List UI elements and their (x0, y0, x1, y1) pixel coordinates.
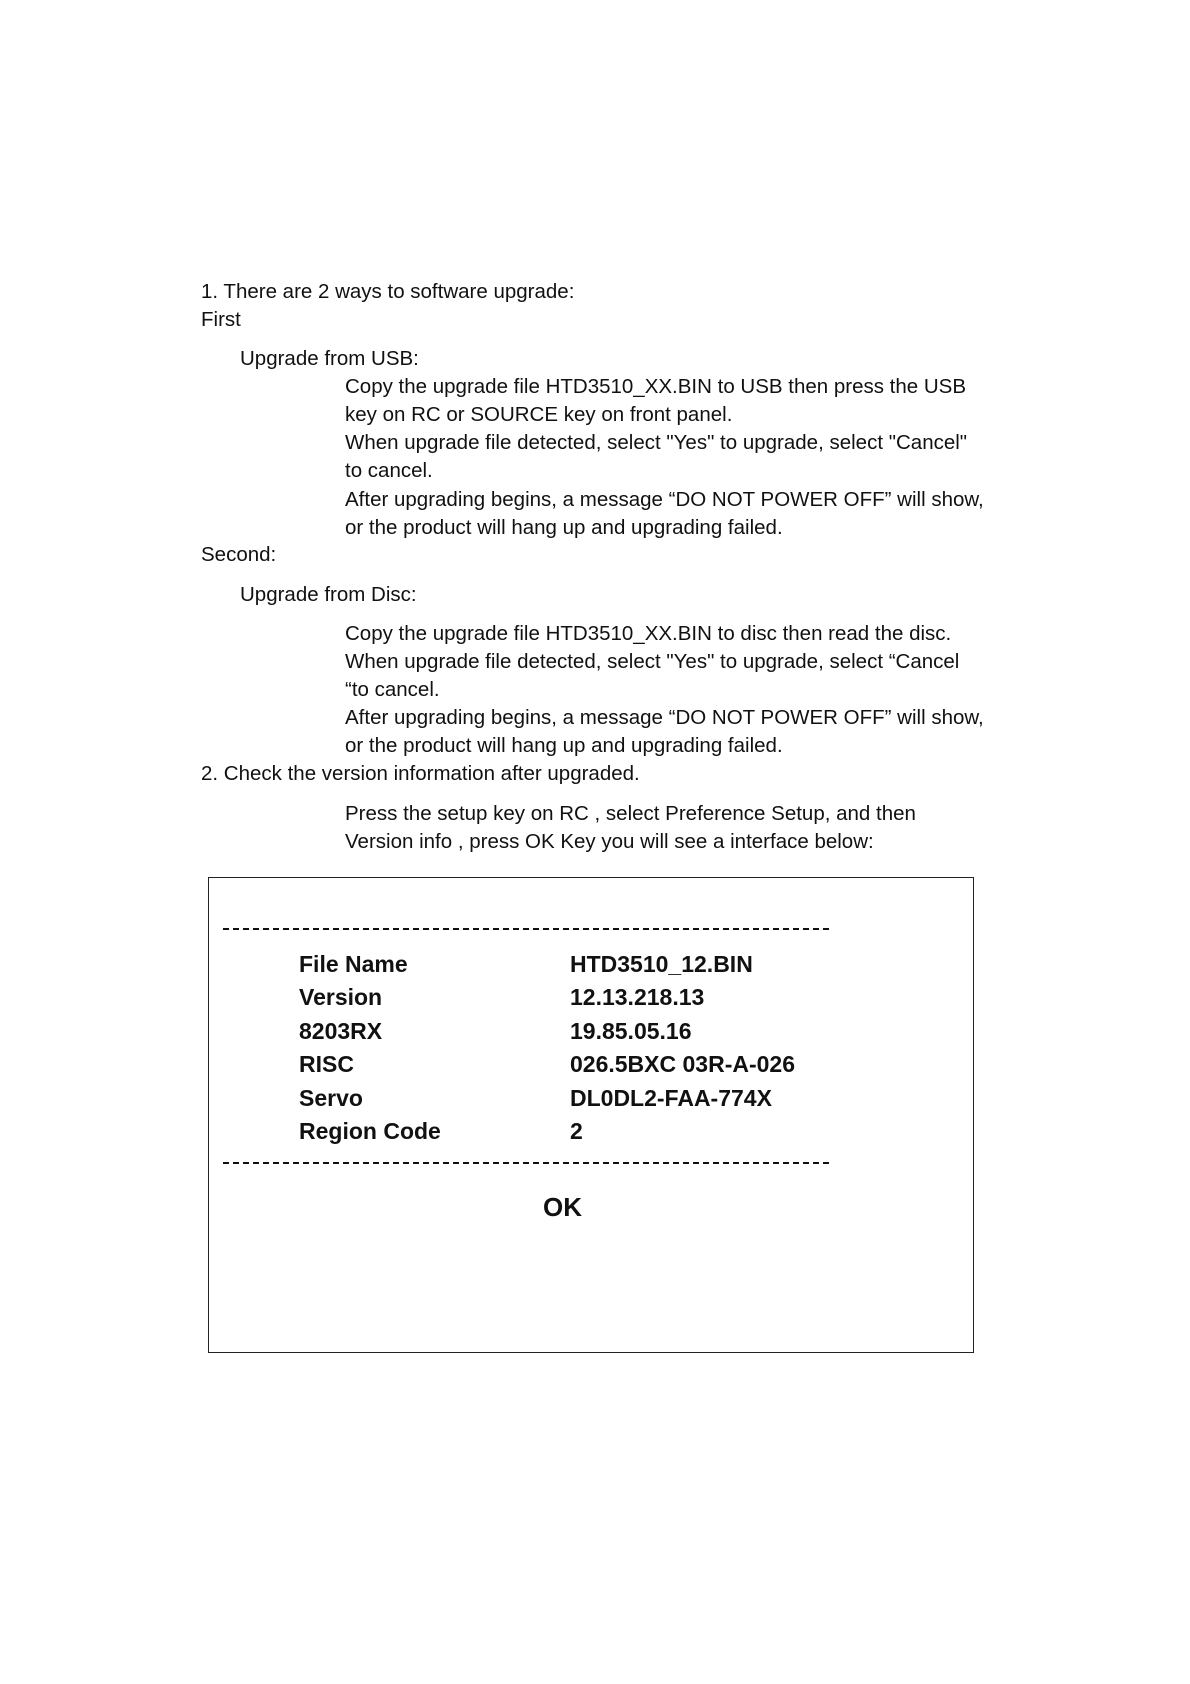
divider-top (223, 928, 829, 930)
version-instruction-line: Version info , press OK Key you will see a interface below: (345, 830, 874, 853)
method-second-label: Second: (201, 543, 277, 566)
info-label: 8203RX (299, 1018, 383, 1044)
info-value: 19.85.05.16 (570, 1018, 692, 1044)
info-value: 2 (570, 1118, 583, 1144)
usb-instruction-line: When upgrade file detected, select "Yes" to upgrade, select "Cancel" (345, 431, 968, 454)
usb-instruction-line: to cancel. (345, 459, 433, 482)
info-row-version (209, 981, 969, 1013)
usb-instruction-line: key on RC or SOURCE key on front panel. (345, 403, 733, 426)
usb-upgrade-heading: Upgrade from USB: (240, 347, 419, 370)
disc-instruction-line: “to cancel. (345, 678, 440, 701)
usb-instruction-line: After upgrading begins, a message “DO NOT POWER OFF” will show, (345, 488, 984, 511)
info-value: HTD3510_12.BIN (570, 951, 753, 977)
info-row-region-code (209, 1115, 969, 1147)
version-instruction-line: Press the setup key on RC , select Preference Setup, and then (345, 802, 916, 825)
disc-instruction-line: Copy the upgrade file HTD3510_XX.BIN to disc then read the disc. (345, 622, 952, 645)
info-label: Region Code (299, 1118, 441, 1144)
divider-bottom (223, 1162, 829, 1164)
disc-instruction-line: After upgrading begins, a message “DO NOT POWER OFF” will show, (345, 706, 984, 729)
ok-button[interactable]: OK (543, 1192, 582, 1222)
usb-instruction-line: or the product will hang up and upgrading failed. (345, 516, 783, 539)
info-row-8203rx (209, 1015, 969, 1047)
info-label: RISC (299, 1051, 354, 1077)
info-label: File Name (299, 951, 408, 977)
info-label: Servo (299, 1085, 363, 1111)
version-info-panel (208, 877, 974, 1353)
info-row-file-name (209, 948, 969, 980)
disc-instruction-line: or the product will hang up and upgrading failed. (345, 734, 783, 757)
info-row-servo (209, 1082, 969, 1114)
info-value: DL0DL2-FAA-774X (570, 1085, 772, 1111)
step-2-heading: 2. Check the version information after upgraded. (201, 762, 640, 785)
step-1-heading: 1. There are 2 ways to software upgrade: (201, 280, 575, 303)
info-row-risc (209, 1048, 969, 1080)
method-first-label: First (201, 308, 241, 331)
disc-upgrade-heading: Upgrade from Disc: (240, 583, 417, 606)
info-value: 026.5BXC 03R-A-026 (570, 1051, 796, 1077)
usb-instruction-line: Copy the upgrade file HTD3510_XX.BIN to USB then press the USB (345, 375, 967, 398)
info-value: 12.13.218.13 (570, 984, 705, 1010)
disc-instruction-line: When upgrade file detected, select "Yes" to upgrade, select “Cancel (345, 650, 960, 673)
info-label: Version (299, 984, 383, 1010)
